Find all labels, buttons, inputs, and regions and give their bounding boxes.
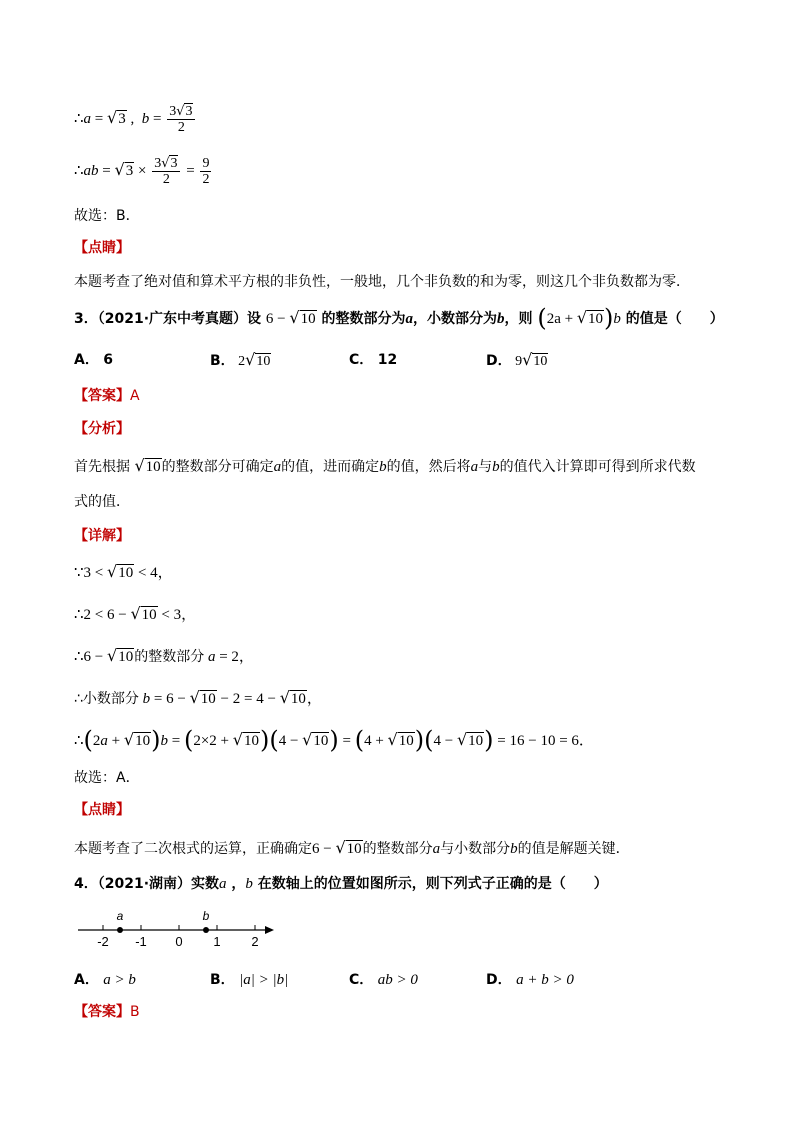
- q3-comment-c: 与小数部分: [440, 841, 511, 857]
- q3-var-b: b: [496, 311, 505, 327]
- q3-stem-mid: 的整数部分为: [321, 311, 406, 327]
- prev-choose-text: 故选：B．: [74, 208, 140, 224]
- axis-label-1: 1: [213, 934, 221, 949]
- q3-choice-a[interactable]: [74, 350, 113, 370]
- q4-choice-d-text: a + b > 0: [516, 972, 574, 988]
- q3-analysis-1b: 的整数部分可确定: [161, 459, 274, 475]
- q4-choice-d[interactable]: [486, 970, 574, 990]
- q3-step3: ∴6 − √10的整数部分 a = 2，: [74, 646, 254, 665]
- q3-var-a: a: [405, 311, 413, 327]
- point-b-dot: [203, 927, 209, 933]
- q3-analysis-line2: 式的值．: [74, 494, 130, 510]
- q4-stem-prefix: 4．（2021·湖南）实数: [74, 876, 220, 892]
- q3-choice-b[interactable]: B． 2√10: [210, 350, 271, 369]
- q4-answer-tag: 【答案】: [74, 1004, 130, 1020]
- q4-choice-a-letter: A．: [74, 972, 99, 988]
- q4-choice-b-letter: B．: [210, 972, 235, 988]
- q4-answer: [74, 1002, 140, 1022]
- q3-sqrt-10: 10: [300, 311, 316, 327]
- q3-step5: ∴(2a + √10)b = (2×2 + √10)(4 − √10) = (4 + √10)(4 − √10) = 16 − 10 = 6．: [74, 726, 594, 754]
- q4-choice-c[interactable]: [349, 970, 418, 990]
- q3-answer-tag: 【答案】: [74, 388, 130, 404]
- q3-choice-c[interactable]: [349, 350, 397, 370]
- q3-choice-a-letter: A．: [74, 352, 99, 368]
- q4-choice-a-text: a > b: [103, 972, 136, 988]
- q3-analysis-line1: 首先根据 √10的整数部分可确定a的值，进而确定b的值，然后将a与b的值代入计算即可得到所求代数: [74, 456, 696, 475]
- q4-choice-b-text: |a| > |b|: [239, 972, 289, 988]
- q3-stem-mid3: ，则: [504, 311, 533, 327]
- axis-label-2: 2: [251, 934, 259, 949]
- q3-step2: ∴2 < 6 − √10 < 3，: [74, 604, 197, 623]
- q3-stem-suffix: 的值是（ ）: [625, 311, 724, 327]
- q3-comment-text: 本题考查了二次根式的运算，正确确定6 − √10的整数部分a与小数部分b的值是解题关键．: [74, 838, 630, 857]
- q4-choice-d-letter: D．: [486, 972, 512, 988]
- q3-analysis-1c: 的值，进而确定: [281, 459, 380, 475]
- q3-choice-d[interactable]: D． 9√10: [486, 350, 548, 369]
- q3-stem: [74, 304, 724, 332]
- point-a-label: a: [116, 909, 124, 923]
- prev-comment-tag: 【点睛】: [74, 240, 130, 256]
- axis-label-0: 0: [175, 934, 183, 949]
- prev-step-a-b: ∴a = √3 , b = $\frac{3√3}{2}$: [74, 104, 197, 135]
- q3-stem-prefix: 3．（2021·广东中考真题）设: [74, 311, 262, 327]
- q3-step1: ∵3 < √10 < 4，: [74, 562, 173, 581]
- q3-expr-6-minus-sqrt10: 6 − √10: [265, 308, 316, 327]
- point-b-label: b: [202, 909, 210, 923]
- q4-choice-a[interactable]: [74, 970, 136, 990]
- q4-choice-c-letter: C．: [349, 972, 374, 988]
- q4-answer-value: B: [130, 1004, 140, 1020]
- q4-choice-c-text: ab > 0: [377, 972, 418, 988]
- q4-stem: 4．（2021·湖南）实数a ，b 在数轴上的位置如图所示，则下列式子正确的是（ ）: [74, 876, 608, 892]
- q4-stem-mid: 在数轴上的位置如图所示，则下列式子正确的是（ ）: [257, 876, 608, 892]
- q3-choice-b-letter: B．: [210, 353, 235, 369]
- q3-comment-b: 的整数部分: [362, 841, 433, 857]
- q3-answer-value: A: [130, 388, 140, 404]
- prev-comment-text: 本题考查了绝对值和算术平方根的非负性，一般地，几个非负数的和为零，则这几个非负数都为零．: [74, 274, 690, 290]
- q4-choice-b[interactable]: [210, 970, 288, 990]
- q3-analysis-1d: 的值，然后将: [386, 459, 471, 475]
- axis-label-minus-2: -2: [97, 934, 109, 949]
- q3-analysis-1a: 首先根据: [74, 459, 130, 475]
- q3-expr-2a-plus-sqrt10-b: (2a + √10)b: [537, 304, 621, 332]
- point-a-dot: [117, 927, 123, 933]
- q3-expr-2a-plus: 2a +: [546, 311, 574, 327]
- q3-choose: 故选：A．: [74, 770, 140, 786]
- q3-choice-c-letter: C．: [349, 352, 374, 368]
- q3-answer: [74, 386, 140, 406]
- q3-stem-mid2: ，小数部分为: [412, 311, 497, 327]
- q3-comment-d: 的值是解题关键．: [517, 841, 630, 857]
- q3-analysis-tag: 【分析】: [74, 421, 130, 437]
- prev-choose: [74, 206, 140, 226]
- q3-comment-tag: 【点睛】: [74, 802, 130, 818]
- q3-choice-a-text: 6: [103, 352, 114, 368]
- axis-label-minus-1: -1: [135, 934, 147, 949]
- q3-choice-d-letter: D．: [486, 353, 512, 369]
- q3-analysis-1e: 与: [478, 459, 493, 475]
- q3-choice-c-text: 12: [377, 352, 398, 368]
- q4-number-line: [74, 906, 284, 954]
- q3-comment-a: 本题考查了二次根式的运算，正确确定: [74, 841, 312, 857]
- q3-detail-tag: 【详解】: [74, 528, 130, 544]
- number-line-arrow: [265, 926, 274, 934]
- q3-analysis-1f: 的值代入计算即可得到所求代数: [499, 459, 696, 475]
- q3-step4: ∴小数部分 b = 6 − √10 − 2 = 4 − √10，: [74, 688, 322, 707]
- q3-expr-6-minus: 6 −: [265, 311, 286, 327]
- prev-step-ab: ∴ab = √3 × $\frac{3√3}{2}$ = $\frac{9}{2}$: [74, 156, 210, 187]
